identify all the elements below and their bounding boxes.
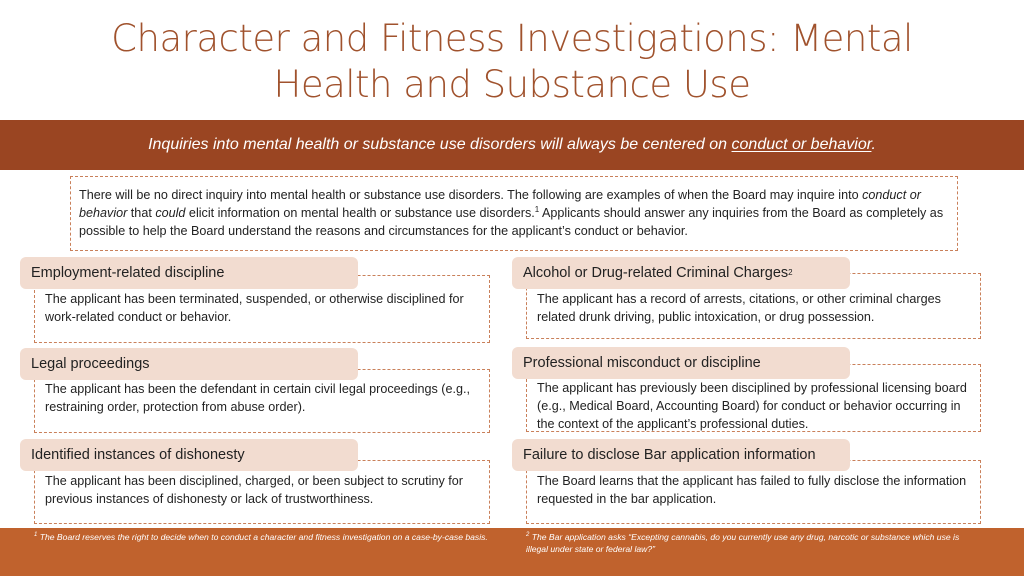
banner <box>0 120 1024 170</box>
banner-underlined-text: conduct or behavior <box>731 136 872 153</box>
footnote-1-number: 1 <box>34 532 38 539</box>
employment-pill <box>20 257 358 289</box>
employment-desc: The applicant has been terminated, suspended, or otherwise disciplined for work-related conduct or behavior. <box>45 292 464 324</box>
intro-text-4: Applicants should answer any inquiries from the Board as completely as possible to help the Board understand the reasons and circumstances for the applicant’s conduct or behavior. <box>79 206 944 238</box>
failure-pill <box>512 439 850 471</box>
footnote-2 <box>526 531 981 555</box>
legal-label: Legal proceedings <box>31 356 150 372</box>
footnote-ref-1: 1 <box>534 204 540 214</box>
failure-desc: The Board learns that the applicant has failed to fully disclose the information requested in the bar application. <box>537 474 967 506</box>
alcohol-label: Alcohol or Drug-related Criminal Charges <box>523 265 789 281</box>
alcohol-desc: The applicant has a record of arrests, citations, or other criminal charges related drunk driving, public intoxication, or drug possession. <box>537 292 941 324</box>
footnote-1-text: The Board reserves the right to decide when to conduct a character and fitness investigation on a case-by-case basis. <box>37 532 488 542</box>
footnote-2-text: The Bar application asks “Excepting cannabis, do you currently use any drug, narcotic or substance which use is illegal under state or federal law?” <box>526 532 960 554</box>
professional-desc: The applicant has previously been disciplined by professional licensing board (e.g., Medical Board, Accounting Board) for conduct or behavior occurring in the context of the applicant’s professional duties. <box>537 381 967 431</box>
dishonesty-label: Identified instances of dishonesty <box>31 447 245 463</box>
intro-italic-2: could <box>155 206 186 220</box>
intro-text-2: that <box>127 206 156 220</box>
title-line-1: Character and Fitness Investigations: Mental <box>111 17 913 60</box>
dishonesty-desc: The applicant has been disciplined, charged, or been subject to scrutiny for previous instances of dishonesty or lack of trustworthiness. <box>45 474 463 506</box>
alcohol-pill: Alcohol or Drug-related Criminal Charges 2 <box>512 257 850 289</box>
footnote-1 <box>34 531 489 543</box>
title-line-2: Health and Substance Use <box>273 63 751 106</box>
professional-pill <box>512 347 850 379</box>
slide-title <box>60 16 964 108</box>
footnote-2-number: 2 <box>526 532 530 539</box>
professional-label: Professional misconduct or discipline <box>523 355 761 371</box>
legal-desc: The applicant has been the defendant in certain civil legal proceedings (e.g., restraining order, protection from abuse order). <box>45 382 470 414</box>
failure-label: Failure to disclose Bar application information <box>523 447 816 463</box>
intro-box <box>70 176 958 251</box>
dishonesty-pill <box>20 439 358 471</box>
legal-pill <box>20 348 358 380</box>
intro-text-3: elicit information on mental health or substance use disorders. <box>185 206 535 220</box>
banner-text: Inquiries into mental health or substance use disorders will always be centered on <box>148 136 732 153</box>
intro-italic-1: conduct or behavior <box>79 188 921 220</box>
banner-end: . <box>871 136 876 153</box>
employment-label: Employment-related discipline <box>31 265 225 281</box>
intro-text-1: There will be no direct inquiry into mental health or substance use disorders. The following are examples of when the Board may inquire into <box>79 188 863 202</box>
